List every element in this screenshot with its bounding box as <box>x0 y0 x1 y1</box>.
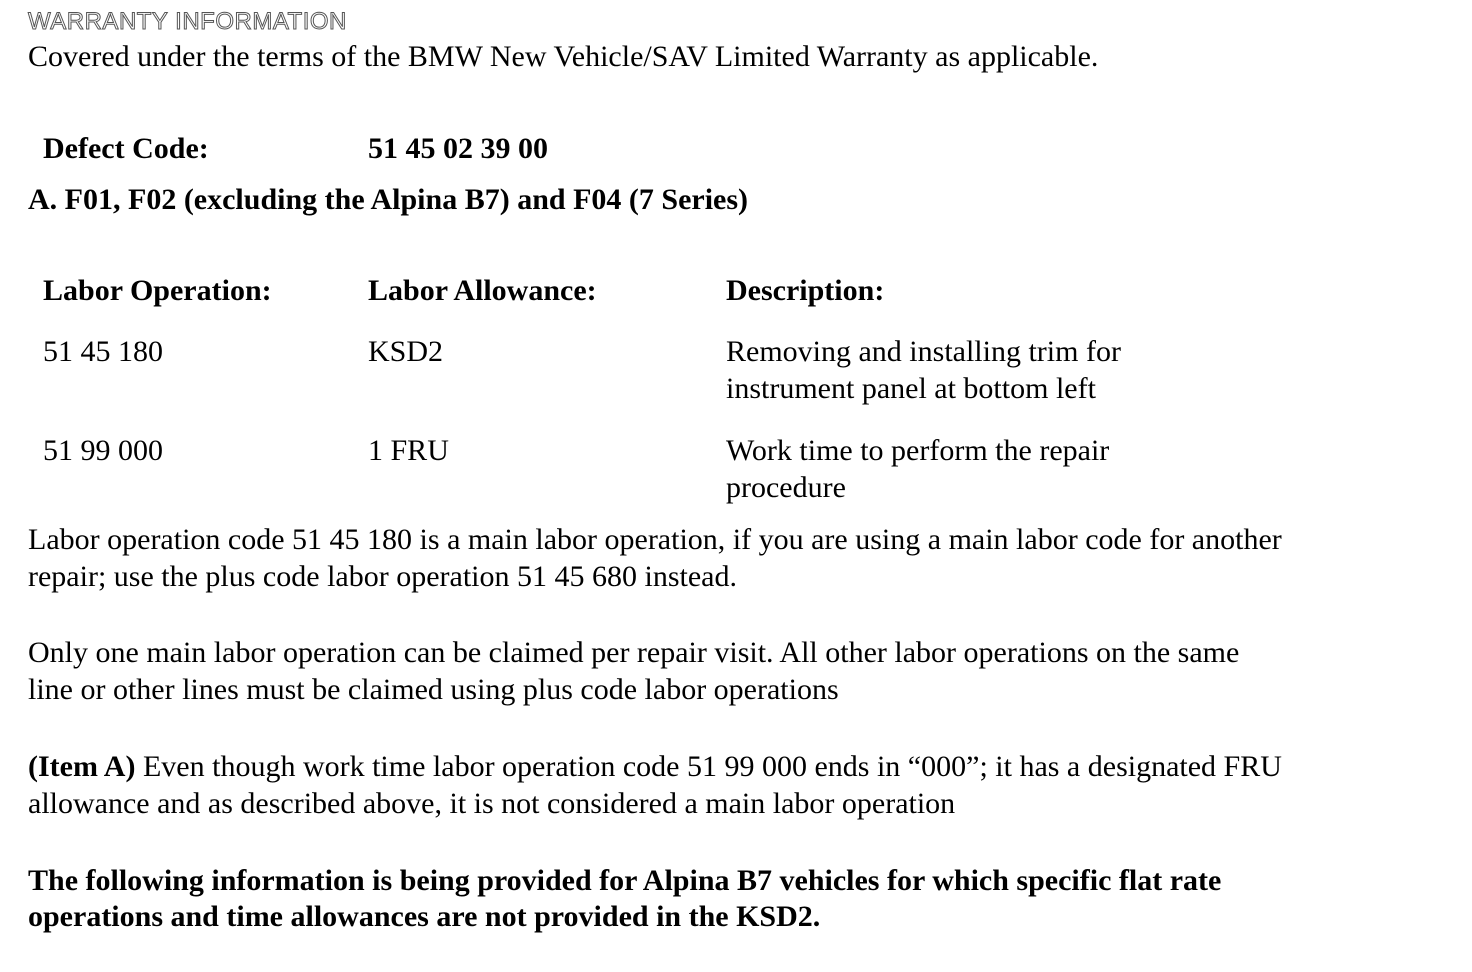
header-labor-operation: Labor Operation: <box>43 274 272 307</box>
paragraph-line: operations and time allowances are not provided in the KSD2. <box>28 900 821 933</box>
row-description-line: Work time to perform the repair <box>726 434 1110 467</box>
paragraph-line: allowance and as described above, it is not considered a main labor operation <box>28 787 956 820</box>
model-heading: A. F01, F02 (excluding the Alpina B7) and F04 (7 Series) <box>28 183 749 216</box>
row-operation: 51 45 180 <box>43 335 163 368</box>
defect-code-label: Defect Code: <box>43 132 209 165</box>
row-operation: 51 99 000 <box>43 434 163 467</box>
item-a-text: Even though work time labor operation code 51 99 000 ends in “000”; it has a designated FRU <box>135 750 1282 783</box>
item-a-label: (Item A) <box>28 750 136 783</box>
defect-code-value: 51 45 02 39 00 <box>368 132 548 165</box>
paragraph-line <box>28 748 1282 785</box>
header-description: Description: <box>726 274 885 307</box>
paragraph-line: line or other lines must be claimed using plus code labor operations <box>28 673 839 706</box>
section-heading: WARRANTY INFORMATION <box>28 8 347 35</box>
row-allowance: 1 FRU <box>368 434 449 467</box>
paragraph-line: Labor operation code 51 45 180 is a main labor operation, if you are using a main labor code for another <box>28 523 1282 556</box>
paragraph-line: Only one main labor operation can be claimed per repair visit. All other labor operations on the same <box>28 636 1240 669</box>
paragraph-line: The following information is being provided for Alpina B7 vehicles for which specific flat rate <box>28 864 1222 897</box>
row-description-line: Removing and installing trim for <box>726 335 1121 368</box>
header-labor-allowance: Labor Allowance: <box>368 274 597 307</box>
paragraph-line: repair; use the plus code labor operation 51 45 680 instead. <box>28 560 737 593</box>
coverage-text: Covered under the terms of the BMW New Vehicle/SAV Limited Warranty as applicable. <box>28 40 1099 73</box>
row-description-line: instrument panel at bottom left <box>726 372 1096 405</box>
row-description-line: procedure <box>726 471 846 504</box>
row-allowance: KSD2 <box>368 335 444 368</box>
